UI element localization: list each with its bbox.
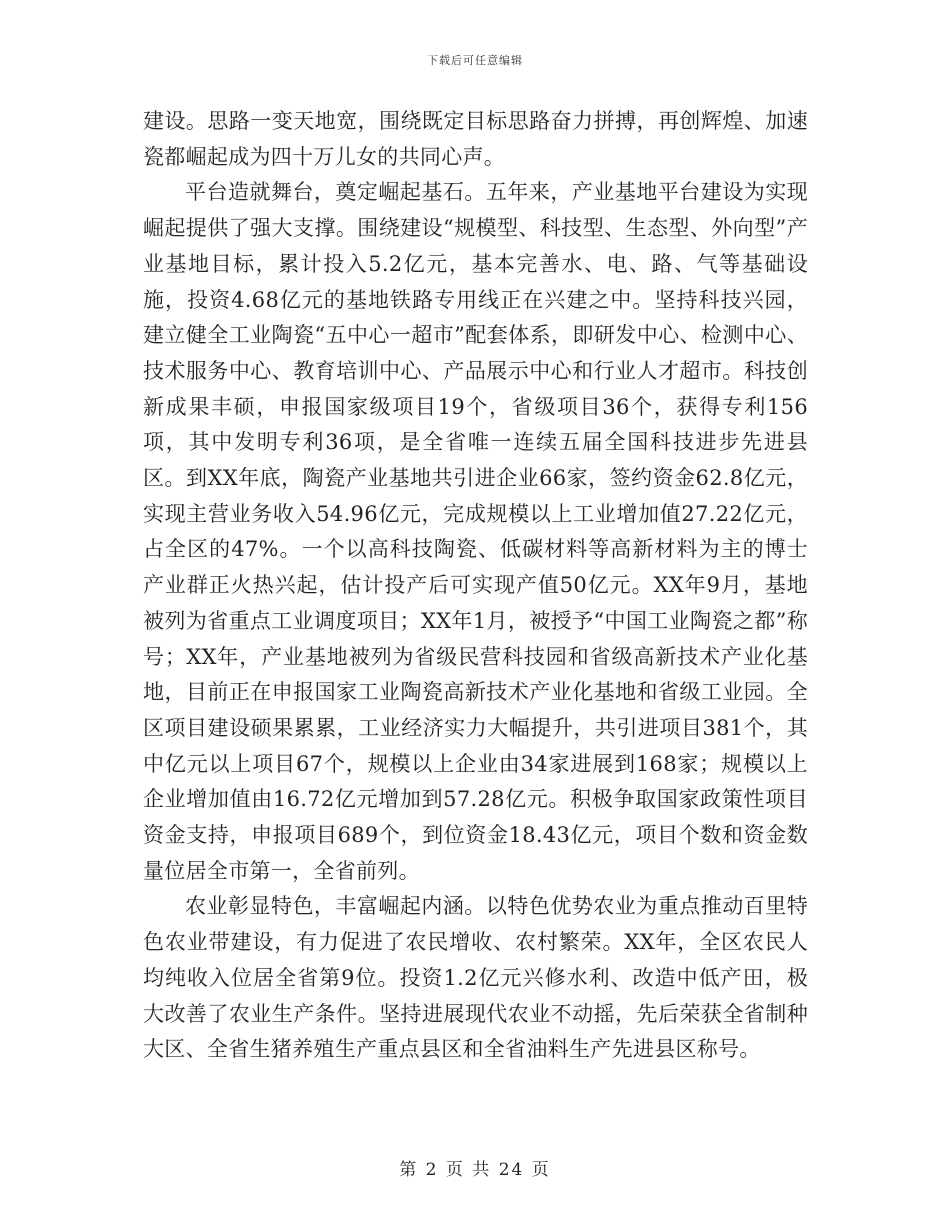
paragraph-1: 建设。思路一变天地宽，围绕既定目标思路奋力拼搏，再创辉煌、加速瓷都崛起成为四十万儿女的共同心声。: [143, 109, 808, 169]
page-header: 下载后可任意编辑: [427, 54, 523, 67]
paragraph-3: 农业彰显特色，丰富崛起内涵。以特色优势农业为重点推动百里特色农业带建设，有力促进了农民增收、农村繁荣。XX年，全区农民人均纯收入位居全省第9位。投资1.2亿元兴修水利、改造中低产田，极大改善了农业生产条件。坚持进展现代农业不动摇，先后荣获全省制种大区、全省生猪养殖生产重点县区和全省油料生产先进县区称号。: [143, 894, 808, 1062]
page-number-footer: 第 2 页 共 24 页: [399, 1160, 551, 1180]
paragraph-2: 平台造就舞台，奠定崛起基石。五年来，产业基地平台建设为实现崛起提供了强大支撑。围绕建设“规模型、科技型、生态型、外向型”产业基地目标，累计投入5.2亿元，基本完善水、电、路、气等基础设施，投资4.68亿元的基地铁路专用线正在兴建之中。坚持科技兴园，建立健全工业陶瓷“五中心一超市”配套体系，即研发中心、检测中心、技术服务中心、教育培训中心、产品展示中心和行业人才超市。科技创新成果丰硕，申报国家级项目19个，省级项目36个，获得专利156项，其中发明专利36项，是全省唯一连续五届全国科技进步先进县区。到XX年底，陶瓷产业基地共引进企业66家，签约资金62.8亿元，实现主营业务收入54.96亿元，完成规模以上工业增加值27.22亿元，占全区的47%。一个以高科技陶瓷、低碳材料等高新材料为主的博士产业群正火热兴起，估计投产后可实现产值50亿元。XX年9月，基地被列为省重点工业调度项目；XX年1月，被授予“中国工业陶瓷之都”称号；XX年，产业基地被列为省级民营科技园和省级高新技术产业化基地，目前正在申报国家工业陶瓷高新技术产业化基地和省级工业园。全区项目建设硕果累累，工业经济实力大幅提升，共引进项目381个，其中亿元以上项目67个，规模以上企业由34家进展到168家；规模以上企业增加值由16.72亿元增加到57.28亿元。积极争取国家政策性项目资金支持，申报项目689个，到位资金18.43亿元，项目个数和资金数量位居全市第一，全省前列。: [143, 180, 808, 883]
document-body: [143, 104, 808, 1068]
